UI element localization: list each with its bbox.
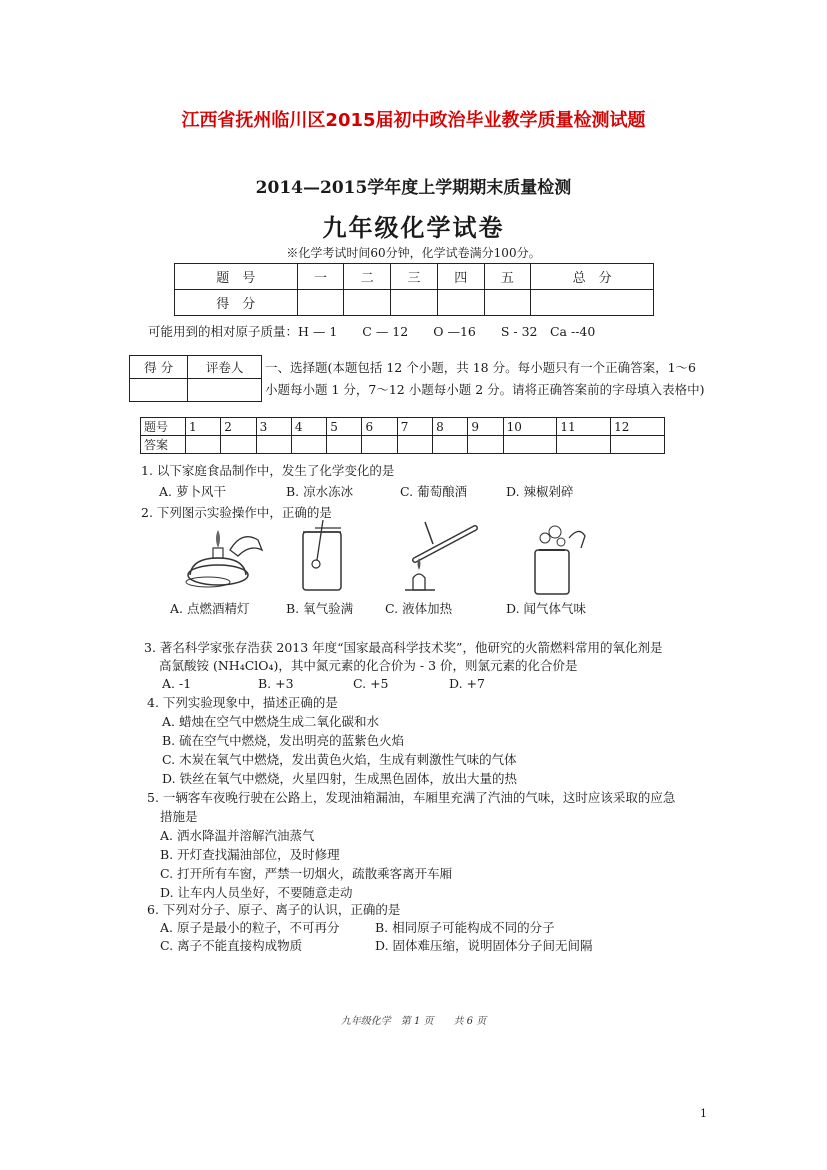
question-2-option-b: B. 氧气验满 [286, 601, 354, 616]
answer-row-label: 题号 [141, 418, 186, 436]
exam-note: ※化学考试时间60分钟，化学试卷满分100分。 [286, 246, 541, 260]
question-5-option-d: D. 让车内人员坐好，不要随意走动 [160, 885, 353, 900]
question-1-option-c: C. 葡萄酿酒 [400, 484, 468, 499]
question-1-stem: 1. 以下家庭食品制作中，发生了化学变化的是 [141, 463, 395, 478]
page-footer: 九年级化学 第 1 页 共 6 页 [340, 1016, 487, 1027]
answer-row-label: 答案 [141, 436, 186, 454]
answer-number-cell: 7 [397, 418, 432, 436]
question-3-option-c: C. +5 [353, 676, 389, 691]
answer-blank-cell [557, 436, 611, 454]
liquid-heating-illustration [395, 520, 485, 595]
question-3-option-b: B. +3 [258, 676, 294, 691]
question-6-option-c: C. 离子不能直接构成物质 [160, 938, 303, 953]
question-5-option-a: A. 洒水降温并溶解汽油蒸气 [160, 828, 315, 843]
answer-blank-cell [503, 436, 557, 454]
score-header-cell: 五 [484, 264, 531, 290]
answer-blank-cell [256, 436, 291, 454]
answer-blank-cell [186, 436, 221, 454]
document-title: 江西省抚州临川区2015届初中政治毕业教学质量检测试题 [181, 110, 646, 131]
question-5-option-b: B. 开灯查找漏油部位，及时修理 [160, 847, 340, 862]
grader-name-cell [188, 379, 262, 402]
question-2-option-a: A. 点燃酒精灯 [170, 601, 250, 616]
question-5-option-c: C. 打开所有车窗，严禁一切烟火，疏散乘客离开车厢 [160, 866, 453, 881]
section-one-line: 小题每小题 1 分，7～12 小题每小题 2 分。请将正确答案前的字母填入表格中) [265, 382, 705, 397]
answer-number-row [141, 418, 665, 436]
alcohol-lamp-lighting-illustration [180, 520, 270, 595]
question-4-option-b: B. 硫在空气中燃烧，发出明亮的蓝紫色火焰 [162, 733, 405, 748]
answer-number-cell: 4 [291, 418, 326, 436]
answer-number-cell: 12 [611, 418, 665, 436]
answer-number-cell: 10 [503, 418, 557, 436]
answer-number-cell: 8 [433, 418, 468, 436]
score-cell [344, 290, 391, 316]
answer-blank-cell [611, 436, 665, 454]
answer-number-cell: 1 [186, 418, 221, 436]
score-header-cell: 四 [437, 264, 484, 290]
question-6-option-a: A. 原子是最小的粒子，不可再分 [160, 920, 340, 935]
answer-number-cell: 6 [362, 418, 397, 436]
question-3-stem: 3. 著名科学家张存浩获 2013 年度“国家最高科学技术奖”，他研究的火箭燃料常用的氧化剂是 [144, 640, 663, 655]
answer-blank-cell [327, 436, 362, 454]
page-number: 1 [700, 1107, 707, 1120]
question-1-option-b: B. 凉水冻冰 [286, 484, 354, 499]
section-one-line: 一、选择题(本题包括 12 个小题，共 18 分。每小题只有一个正确答案，1～6 [265, 360, 696, 375]
gas-smelling-illustration [525, 520, 590, 598]
question-1-option-a: A. 萝卜风干 [159, 484, 226, 499]
grader-label: 评卷人 [188, 356, 262, 379]
atomic-masses: 可能用到的相对原子质量：H — 1 C — 12 O —16 S - 32 Ca --40 [148, 324, 596, 339]
score-cell [484, 290, 531, 316]
answer-blank-cell [362, 436, 397, 454]
score-row-label: 得 分 [175, 290, 298, 316]
answer-blank-cell [397, 436, 432, 454]
answer-blank-cell [291, 436, 326, 454]
question-2-stem: 2. 下列图示实验操作中，正确的是 [141, 505, 332, 520]
exam-name: 九年级化学试卷 [322, 213, 505, 242]
question-5-stem-continued: 措施是 [160, 809, 198, 824]
score-header-cell: 一 [297, 264, 344, 290]
answer-number-cell: 2 [221, 418, 256, 436]
answer-blank-row [141, 436, 665, 454]
answer-blank-cell [221, 436, 256, 454]
question-4-option-a: A. 蜡烛在空气中燃烧生成二氧化碳和水 [162, 714, 379, 729]
score-table-score-row [175, 290, 654, 316]
grader-score-label: 得 分 [130, 356, 188, 379]
score-header-cell: 二 [344, 264, 391, 290]
question-4-stem: 4. 下列实验现象中，描述正确的是 [147, 695, 338, 710]
question-2-option-d: D. 闻气体气味 [506, 601, 587, 616]
score-cell [437, 290, 484, 316]
answer-table [140, 417, 665, 454]
grader-score-cell [130, 379, 188, 402]
question-3-option-a: A. -1 [162, 676, 192, 691]
score-cell [391, 290, 438, 316]
answer-number-cell: 3 [256, 418, 291, 436]
score-header-cell: 三 [391, 264, 438, 290]
oxygen-test-illustration [295, 520, 350, 595]
score-header-cell: 总 分 [531, 264, 654, 290]
question-1-option-d: D. 辣椒剁碎 [506, 484, 574, 499]
question-2-option-c: C. 液体加热 [385, 601, 453, 616]
answer-blank-cell [433, 436, 468, 454]
exam-subtitle: 2014—2015学年度上学期期末质量检测 [255, 178, 572, 198]
question-4-option-c: C. 木炭在氧气中燃烧，发出黄色火焰，生成有刺激性气味的气体 [162, 752, 517, 767]
answer-number-cell: 5 [327, 418, 362, 436]
answer-number-cell: 11 [557, 418, 611, 436]
score-cell [531, 290, 654, 316]
question-3-option-d: D. +7 [449, 676, 485, 691]
question-6-option-d: D. 固体难压缩，说明固体分子间无间隔 [375, 938, 593, 953]
question-6-stem: 6. 下列对分子、原子、离子的认识，正确的是 [147, 902, 401, 917]
answer-blank-cell [468, 436, 503, 454]
grader-table [129, 355, 262, 402]
score-table [174, 263, 654, 316]
score-header-cell: 题 号 [175, 264, 298, 290]
score-table-header-row [175, 264, 654, 290]
answer-number-cell: 9 [468, 418, 503, 436]
question-6-option-b: B. 相同原子可能构成不同的分子 [375, 920, 555, 935]
question-3-stem-continued: 高氯酸铵 (NH₄ClO₄)，其中氮元素的化合价为 - 3 价，则氯元素的化合价是 [159, 658, 578, 673]
question-5-stem: 5. 一辆客车夜晚行驶在公路上，发现油箱漏油，车厢里充满了汽油的气味，这时应该采取的应急 [147, 790, 676, 805]
score-cell [297, 290, 344, 316]
question-4-option-d: D. 铁丝在氧气中燃烧，火星四射，生成黑色固体，放出大量的热 [162, 771, 518, 786]
section-one-instructions [265, 357, 715, 401]
